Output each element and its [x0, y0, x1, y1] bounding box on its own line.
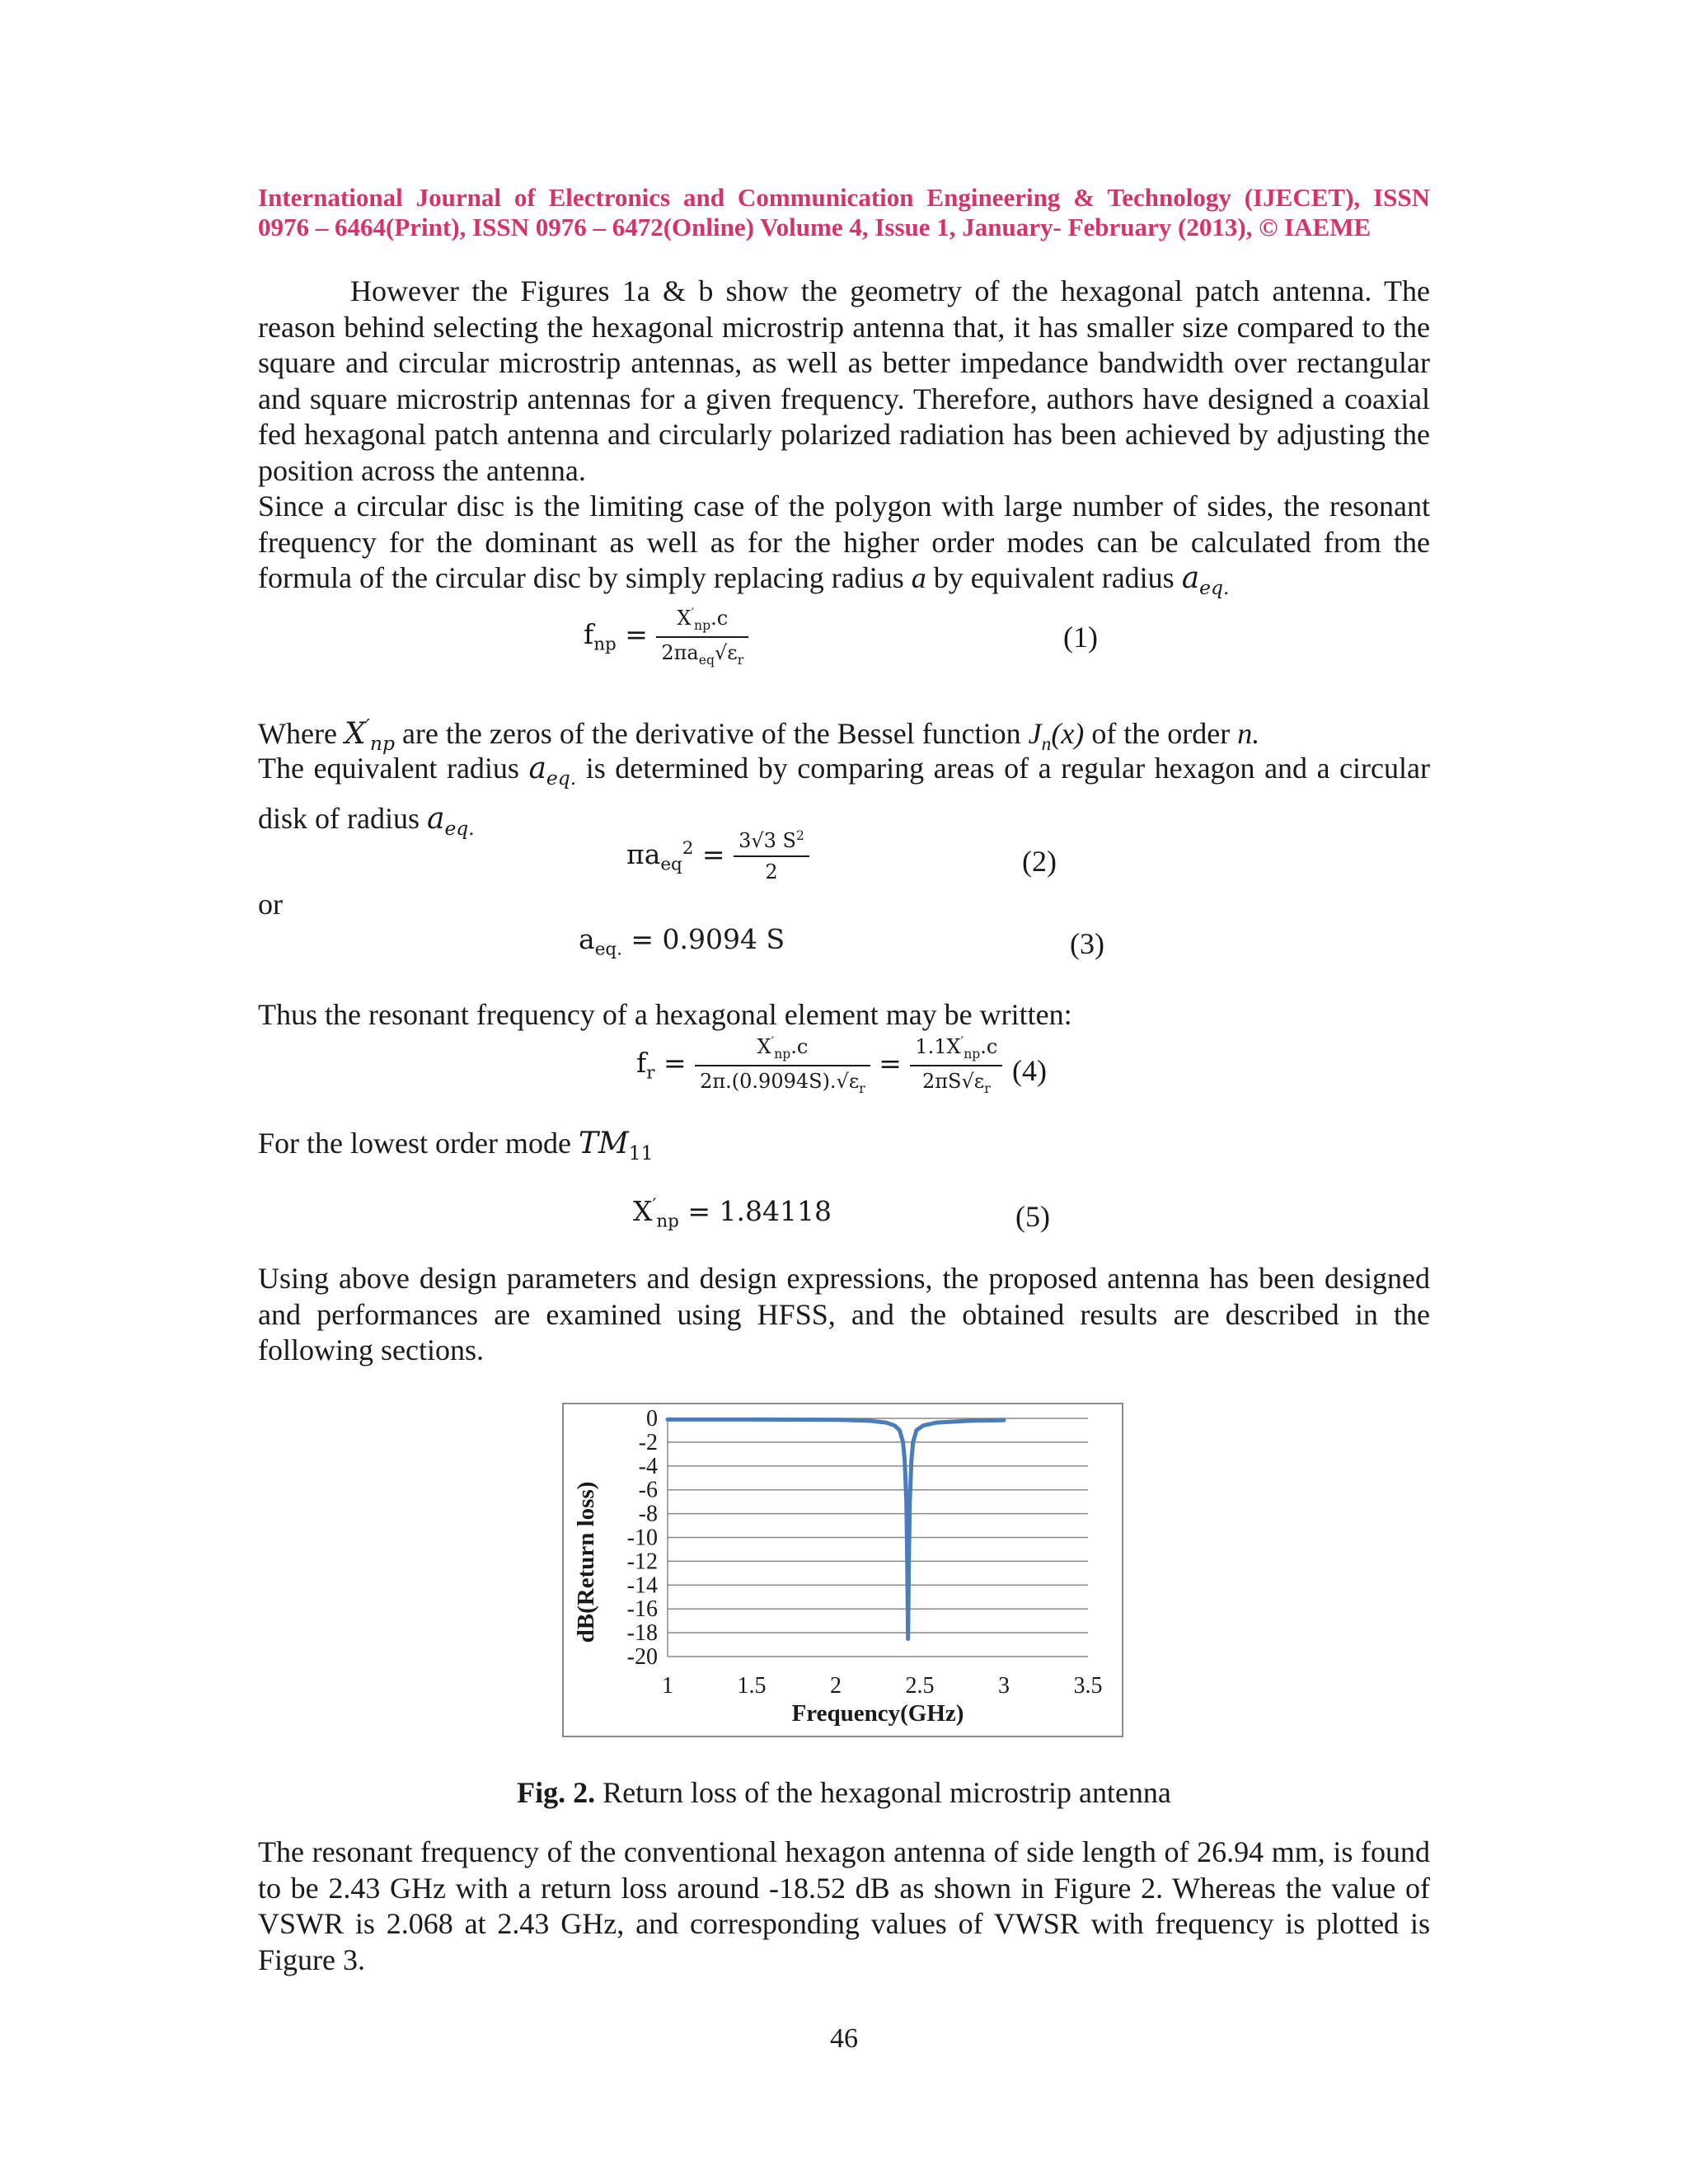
paragraph-geometry: However the Figures 1a & b show the geometry of the hexagonal patch antenna. The reason behind selecting the hexagonal microstrip antenna that, it has smaller size compared to the square and circular microstrip antennas, as well as better impedance bandwidth over rectangular and square microstrip antennas for a given frequency. Therefore, authors have designed a coaxial fed hexagonal patch antenna and circularly polarized radiation has been achieved by adjusting the position across the antenna.	[258, 274, 1430, 487]
y-tick-label: -10	[626, 1525, 658, 1551]
paragraph-results: The resonant frequency of the conventional hexagon antenna of side length of 26.94 mm, is found to be 2.43 GHz with a return loss around -18.52 dB as shown in Figure 2. Whereas the value of VSWR is 2.068 at 2.43 GHz, and corresponding values of VWSR with frequency is plotted is Figure 3.	[258, 1835, 1430, 1976]
equation-1-number: (1)	[1063, 621, 1098, 654]
y-tick-label: -20	[626, 1644, 658, 1670]
a-eq-symbol: $a_{eq.}$	[1181, 561, 1230, 600]
journal-header-line1: International Journal of Electronics and Communication Engineering & Technology (IJECET), ISSN	[258, 183, 1430, 212]
y-tick-label: -6	[638, 1477, 658, 1503]
return-loss-chart-svg	[564, 1404, 1122, 1736]
y-tick-label: -12	[626, 1549, 658, 1575]
equation-3: $a_{eq.} = 0.9094$ S	[579, 923, 785, 960]
y-tick-label: 0	[646, 1406, 658, 1432]
paragraph-bessel: Where $X'_{np}$ are the zeros of the derivative of the Bessel function $J_n(x)$ of the order n.	[258, 715, 1260, 756]
y-tick-label: -8	[638, 1501, 658, 1527]
paragraph-circular-disc: Since a circular disc is the limiting case of the polygon with large number of sides, the resonant frequency for the dominant as well as for the higher order modes can be calculated from the formula of the circular disc by simply replacing radius a by equivalent radius $a_{eq.}$	[258, 490, 1430, 600]
equation-2: $\pi a_{eq}^2$ = $\frac{3√3 S^2}{2}$	[626, 828, 809, 883]
x-tick-label: 1.5	[737, 1673, 767, 1699]
x-tick-label: 2	[830, 1673, 842, 1699]
y-tick-label: -2	[638, 1429, 658, 1455]
figure-caption: Fig. 2. Return loss of the hexagonal microstrip antenna	[517, 1776, 1171, 1809]
x-np-symbol: $X'_{np}$	[344, 715, 395, 756]
paragraph-lowest-mode: For the lowest order mode $TM_{11}$	[258, 1127, 654, 1165]
journal-header-line2: 0976 – 6464(Print), ISSN 0976 – 6472(Online) Volume 4, Issue 1, January- February (2013), © IAEME	[258, 213, 1372, 241]
equation-5: $X'_{np} = 1.84118$	[633, 1195, 832, 1232]
series-line-0	[668, 1419, 1004, 1638]
y-tick-label: -18	[626, 1620, 658, 1647]
y-tick-label: -16	[626, 1596, 658, 1623]
x-axis-label: Frequency(GHz)	[791, 1700, 964, 1727]
equation-4: $f_r$ = $\frac{X'_{np}.c}{2\pi.(0.9094S).√\varepsilon_r}$ = $\frac{1.1X'_{np}.c}{2\pi S√\varepsilon_r}$	[636, 1034, 1002, 1096]
x-tick-label: 2.5	[905, 1673, 935, 1699]
x-tick-label: 1	[662, 1673, 673, 1699]
return-loss-chart	[562, 1403, 1123, 1737]
paragraph-hfss: Using above design parameters and design expressions, the proposed antenna has been designed and performances are examined using HFSS, and the obtained results are described in the following sections.	[258, 1262, 1430, 1366]
paragraph-equivalent-radius: The equivalent radius $a_{eq.}$ is determined by comparing areas of a regular hexagon and a circular disk of radius $a_{eq.}$	[258, 752, 1430, 841]
paragraph-thus: Thus the resonant frequency of a hexagonal element may be written:	[258, 998, 1072, 1031]
x-tick-label: 3.5	[1073, 1673, 1103, 1699]
x-tick-label: 3	[998, 1673, 1010, 1699]
equation-1: $f_{np}$ = $\frac{X'_{np}.c}{2\pi a_{eq}√\varepsilon_r}$	[584, 606, 748, 668]
or-text: or	[258, 888, 283, 921]
equation-4-number: (4)	[1012, 1054, 1047, 1087]
equation-3-number: (3)	[1070, 927, 1104, 960]
y-axis-label: dB(Return loss)	[573, 1481, 599, 1643]
y-tick-label: -4	[638, 1453, 658, 1479]
equation-2-number: (2)	[1022, 845, 1057, 878]
y-tick-label: -14	[626, 1572, 658, 1599]
equation-5-number: (5)	[1015, 1200, 1050, 1233]
page-number: 46	[830, 2023, 858, 2054]
journal-header	[258, 183, 1430, 242]
